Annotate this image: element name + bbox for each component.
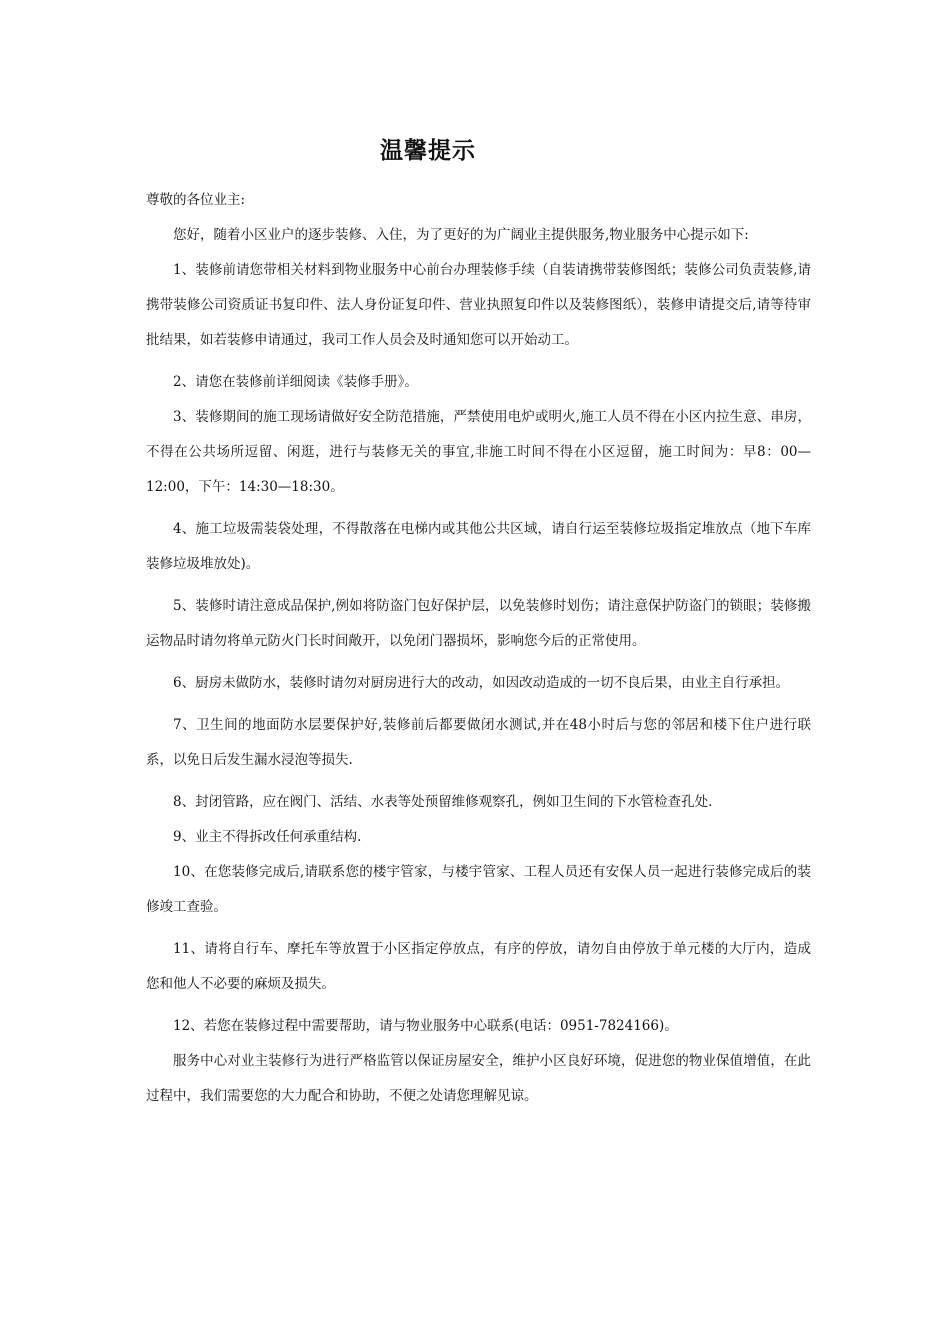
- document-body: [146, 189, 811, 1127]
- item-paragraph: 4、施工垃圾需装袋处理，不得散落在电梯内或其他公共区域，请自行运至装修垃圾指定堆放点（地下车库装修垃圾堆放处)。: [146, 521, 811, 572]
- item-paragraph: 7、卫生间的地面防水层要保护好,装修前后都要做闭水测试,并在48小时后与您的邻居和楼下住户进行联系，以免日后发生漏水浸泡等损失.: [146, 717, 811, 768]
- document-title: 温馨提示: [380, 138, 476, 164]
- intro-paragraph: 您好，随着小区业户的逐步装修、入住，为了更好的为广阔业主提供服务,物业服务中心提示如下:: [173, 227, 749, 243]
- closing-paragraph: 服务中心对业主装修行为进行严格监管以保证房屋安全，维护小区良好环境，促进您的物业保值增值，在此过程中，我们需要您的大力配合和协助，不便之处请您理解见谅。: [146, 1053, 811, 1104]
- item-paragraph: 10、在您装修完成后,请联系您的楼宇管家，与楼宇管家、工程人员还有安保人员一起进行装修完成后的装修竣工查验。: [146, 864, 811, 915]
- item-paragraph: 2、请您在装修前详细阅读《装修手册》。: [173, 374, 418, 390]
- item-paragraph: 8、封闭管路，应在阀门、活结、水表等处预留维修观察孔，例如卫生间的下水管检查孔处.: [173, 794, 713, 810]
- greeting: 尊敬的各位业主:: [146, 192, 246, 208]
- item-paragraph: 6、厨房未做防水，装修时请勿对厨房进行大的改动，如因改动造成的一切不良后果，由业主自行承担。: [173, 675, 790, 691]
- item-paragraph: 12、若您在装修过程中需要帮助，请与物业服务中心联系(电话：0951-7824166)。: [173, 1018, 678, 1034]
- item-paragraph: 9、业主不得拆改任何承重结构.: [173, 829, 362, 845]
- item-paragraph: 3、装修期间的施工现场请做好安全防范措施，严禁使用电炉或明火,施工人员不得在小区内拉生意、串房，不得在公共场所逗留、闲逛，进行与装修无关的事宜,非施工时间不得在小区逗留，施工时间为：早8：00—12:00，下午：14:30—18:30。: [146, 409, 811, 495]
- item-paragraph: 11、请将自行车、摩托车等放置于小区指定停放点，有序的停放，请勿自由停放于单元楼的大厅内，造成您和他人不必要的麻烦及损失。: [146, 941, 811, 992]
- item-paragraph: 5、装修时请注意成品保护,例如将防盗门包好保护层，以免装修时划伤；请注意保护防盗门的锁眼；装修搬运物品时请勿将单元防火门长时间敞开，以免闭门器损坏，影响您今后的正常使用。: [146, 598, 811, 649]
- item-paragraph: 1、装修前请您带相关材料到物业服务中心前台办理装修手续（自装请携带装修图纸；装修公司负责装修,请携带装修公司资质证书复印件、法人身份证复印件、营业执照复印件以及装修图纸），装修申请提交后,请等待审批结果，如若装修申请通过，我司工作人员会及时通知您可以开始动工。: [146, 262, 811, 348]
